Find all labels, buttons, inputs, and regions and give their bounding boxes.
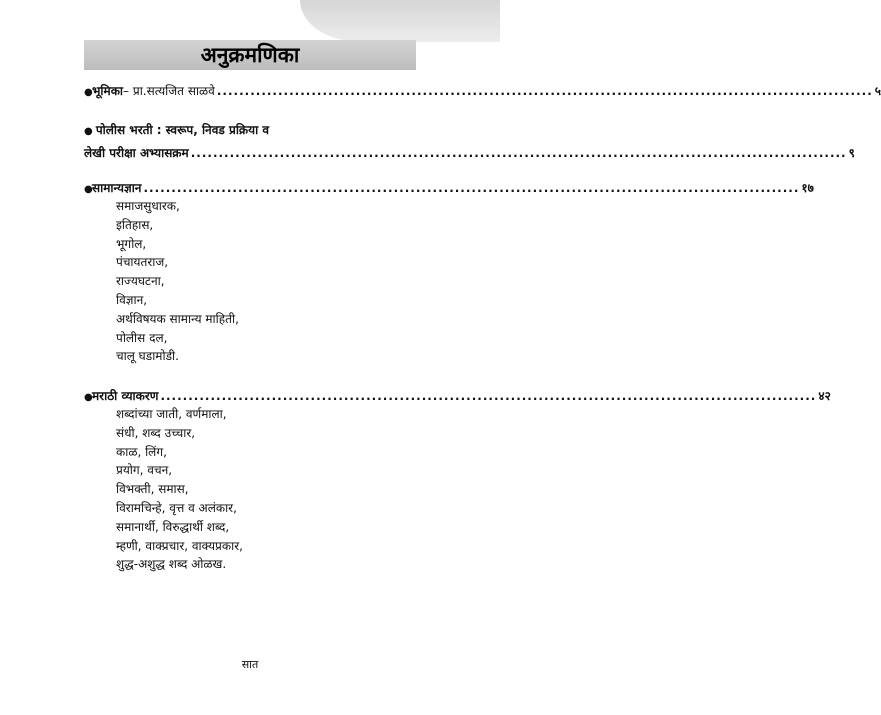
page-title: अनुक्रमणिका [200, 43, 300, 67]
dot-leader: ...................................................................................................................... [143, 181, 800, 195]
entry-heading-line2: लेखी परीक्षा अभ्यासक्रम [84, 146, 189, 160]
entry-page-number: १७ [801, 181, 814, 195]
subtopic-list-marathi-vyakaran [116, 405, 243, 574]
page-folio: सात [241, 658, 259, 671]
entry-author: – प्रा.सत्यजित साळवे [123, 84, 215, 98]
dot-leader: ...................................................................................................................... [216, 84, 873, 98]
subtopic-item: समानार्थी, विरुद्धार्थी शब्द, [116, 519, 230, 534]
entry-heading: सामान्यज्ञान [92, 181, 142, 195]
bullet-icon: ● [84, 87, 93, 98]
subtopic-item: चालू घडामोडी. [116, 349, 179, 364]
subtopic-item: इतिहास, [116, 217, 154, 232]
subtopic-item: विज्ञान, [116, 292, 148, 307]
subtopic-list-samanyadnyan [116, 197, 239, 366]
toc-entry-samanyadnyan[interactable] [84, 180, 814, 198]
bullet-icon: ● [84, 392, 93, 403]
subtopic-item: विभक्ती, समास, [116, 482, 189, 497]
bullet-icon: ● [84, 184, 93, 195]
toc-entry-marathi-vyakaran[interactable] [84, 388, 831, 406]
subtopic-item: राज्यघटना, [116, 274, 165, 289]
dot-leader: ...................................................................................................................... [160, 389, 817, 403]
subtopic-item: पंचायतराज, [116, 255, 169, 270]
subtopic-item: अर्थविषयक सामान्य माहिती, [116, 311, 239, 326]
subtopic-item: संधी, शब्द उच्चार, [116, 425, 196, 440]
toc-entry-bhumika[interactable] [84, 83, 881, 101]
entry-heading: भूमिका [92, 84, 124, 98]
subtopic-item: प्रयोग, वचन, [116, 463, 173, 478]
dot-leader: ...................................................................................................................... [190, 146, 847, 160]
entry-page-number: ५ [874, 84, 881, 98]
subtopic-item: म्हणी, वाक्प्रचार, वाक्यप्रकार, [116, 538, 243, 553]
page-corner-shade [300, 0, 500, 42]
subtopic-item: काळ, लिंग, [116, 444, 167, 459]
entry-page-number: ४२ [818, 389, 831, 403]
subtopic-item: शुद्ध-अशुद्ध शब्द ओळख. [116, 557, 227, 572]
subtopic-item: शब्दांच्या जाती, वर्णमाला, [116, 407, 227, 421]
entry-heading: पोलीस भरती : स्वरूप, निवड प्रक्रिया व [95, 123, 270, 137]
subtopic-item: विरामचिन्हे, वृत्त व अलंकार, [116, 500, 237, 515]
title-band [84, 40, 416, 70]
subtopic-item: पोलीस दल, [116, 330, 168, 345]
subtopic-item: समाजसुधारक, [116, 199, 180, 213]
bullet-icon: ● [84, 126, 93, 137]
toc-entry-police-bharti[interactable] [84, 122, 855, 161]
entry-heading: मराठी व्याकरण [92, 389, 159, 403]
entry-page-number: ९ [848, 146, 855, 160]
subtopic-item: भूगोल, [116, 236, 147, 251]
